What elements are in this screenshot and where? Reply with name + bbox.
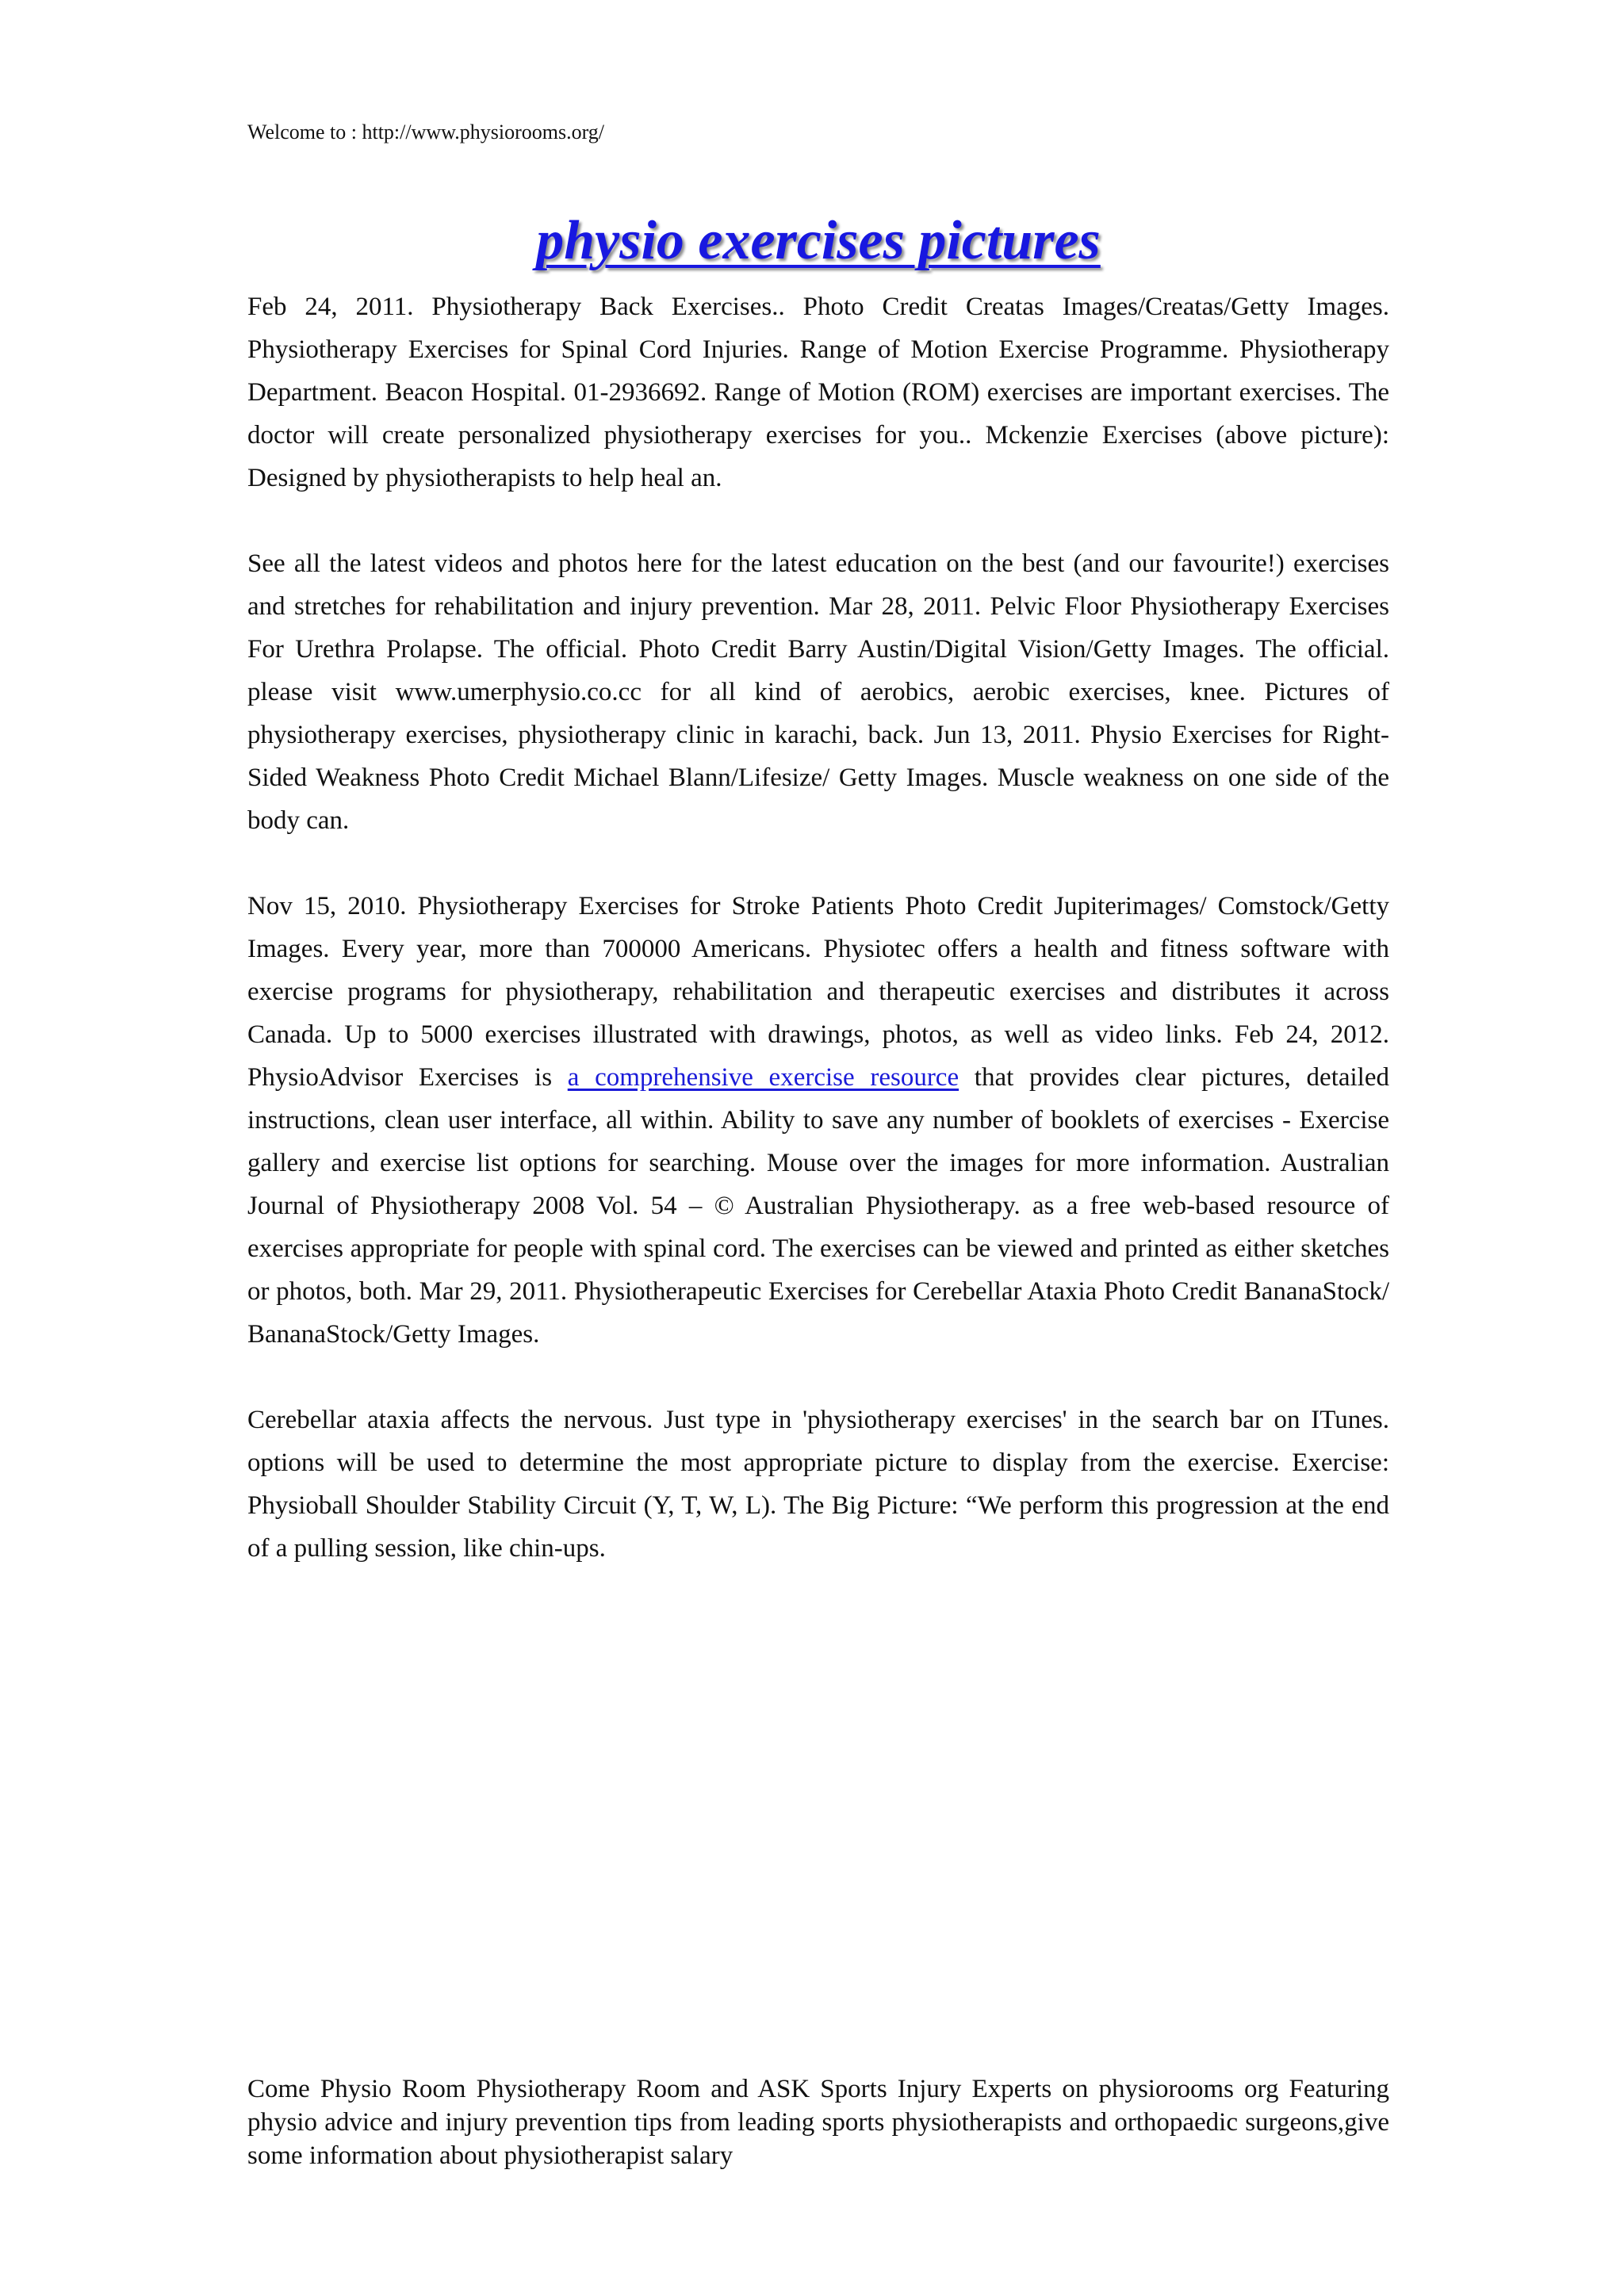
welcome-header: Welcome to : http://www.physiorooms.org/ [247, 121, 604, 144]
paragraph-4: Cerebellar ataxia affects the nervous. Just type in 'physiotherapy exercises' in the search bar on ITunes. options will be used to determine the most appropriate picture to display from the exercise. Exercise: Physioball Shoulder Stability Circuit (Y, T, W, L). The Big Picture: “We perform this progression at the end of a pulling session, like chin-ups. [247, 1406, 1389, 1563]
paragraph-3-text-after-link: that provides clear pictures, detailed instructions, clean user interface, all within. Ability to save any number of booklets of exercises - Exercise gallery and exercise list options for searching. Mouse over the images for more information. Australian Journal of Physiotherapy 2008 Vol. 54 – © Australian Physiotherapy. as a free web-based resource of exercises appropriate for people with spinal cord. The exercises can be viewed and printed as either sketches or photos, both. Mar 29, 2011. Physiotherapeutic Exercises for Cerebellar Ataxia Photo Credit BananaStock/ BananaStock/Getty Images. [247, 1063, 1389, 1349]
paragraph-3 [247, 885, 1389, 1356]
page-title: physio exercises pictures [536, 210, 1101, 271]
paragraph-1: Feb 24, 2011. Physiotherapy Back Exercises.. Photo Credit Creatas Images/Creatas/Getty Images. Physiotherapy Exercises for Spinal Cord Injuries. Range of Motion Exercise Programme. Physiotherapy Department. Beacon Hospital. 01-2936692. Range of Motion (ROM) exercises are important exercises. The doctor will create personalized physiotherapy exercises for you.. Mckenzie Exercises (above picture): Designed by physiotherapists to help heal an. [247, 293, 1389, 492]
paragraph-3-text-before-link: Nov 15, 2010. Physiotherapy Exercises for Stroke Patients Photo Credit Jupiterimages/ Comstock/Getty Images. Every year, more than 700000 Americans. Physiotec offers a health and fitness software with exercise programs for physiotherapy, rehabilitation and therapeutic exercises and distributes it across Canada. Up to 5000 exercises illustrated with drawings, photos, as well as video links. Feb 24, 2012. PhysioAdvisor Exercises is [247, 892, 1389, 1092]
paragraph-2: See all the latest videos and photos here for the latest education on the best (and our favourite!) exercises and stretches for rehabilitation and injury prevention. Mar 28, 2011. Pelvic Floor Physiotherapy Exercises For Urethra Prolapse. The official. Photo Credit Barry Austin/Digital Vision/Getty Images. The official. please visit www.umerphysio.co.cc for all kind of aerobics, aerobic exercises, knee. Pictures of physiotherapy exercises, physiotherapy clinic in karachi, back. Jun 13, 2011. Physio Exercises for Right-Sided Weakness Photo Credit Michael Blann/Lifesize/ Getty Images. Muscle weakness on one side of the body can. [247, 549, 1389, 835]
comprehensive-resource-link[interactable]: a comprehensive exercise resource [567, 1063, 959, 1092]
article-body [247, 285, 1389, 1613]
page-footer: Come Physio Room Physiotherapy Room and ASK Sports Injury Experts on physiorooms org Featuring physio advice and injury prevention tips from leading sports physiotherapists and orthopaedic surgeons,give some information about physiotherapist salary [247, 2075, 1389, 2170]
